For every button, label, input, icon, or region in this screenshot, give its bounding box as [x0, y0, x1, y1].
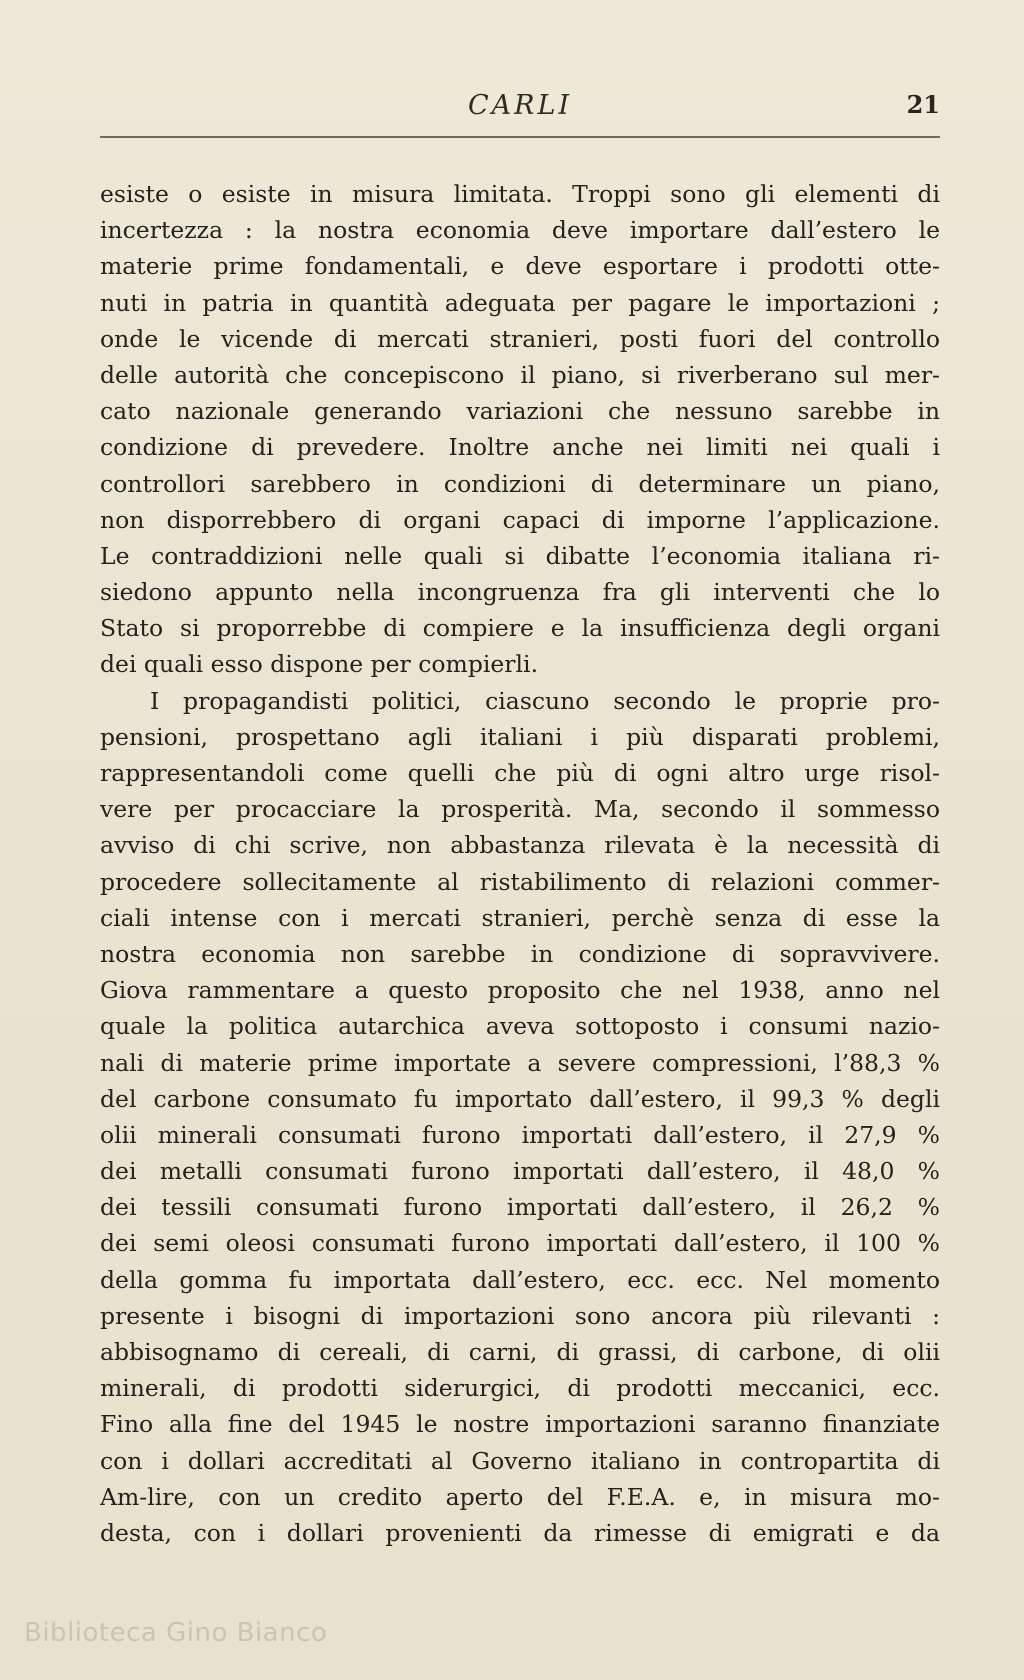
text-line: Fino alla fine del 1945 le nostre importazioni saranno finanziate — [100, 1410, 940, 1439]
text-line: incertezza : la nostra economia deve importare dall’estero le — [100, 216, 940, 245]
text-line: pensioni, prospettano agli italiani i più disparati problemi, — [100, 722, 940, 751]
text-line: Am-lire, con un credito aperto del F.E.A. e, in misura mo- — [100, 1482, 940, 1511]
text-line: dei metalli consumati furono importati dall’estero, il 48,0 % — [100, 1157, 940, 1186]
text-line: materie prime fondamentali, e deve esportare i prodotti otte- — [100, 252, 940, 281]
text-line: ciali intense con i mercati stranieri, perchè senza di esse la — [100, 903, 940, 932]
text-line: non disporrebbero di organi capaci di imporne l’applicazione. — [100, 505, 940, 534]
running-head — [100, 84, 940, 124]
library-watermark: Biblioteca Gino Bianco — [24, 1618, 328, 1648]
text-line: siedono appunto nella incongruenza fra gli interventi che lo — [100, 578, 940, 607]
text-line: I propagandisti politici, ciascuno secondo le proprie pro- — [150, 686, 940, 715]
text-line: cato nazionale generando variazioni che nessuno sarebbe in — [100, 397, 940, 426]
text-line: Giova rammentare a questo proposito che nel 1938, anno nel — [100, 976, 940, 1005]
text-line: avviso di chi scrive, non abbastanza rilevata è la necessità di — [100, 831, 940, 860]
body-text — [100, 176, 940, 1551]
text-line: Le contraddizioni nelle quali si dibatte l’economia italiana ri- — [100, 541, 940, 570]
text-line: dei tessili consumati furono importati dall’estero, il 26,2 % — [100, 1193, 940, 1222]
text-line: Stato si proporrebbe di compiere e la insufficienza degli organi — [100, 614, 940, 643]
text-line: presente i bisogni di importazioni sono ancora più rilevanti : — [100, 1301, 940, 1330]
text-line: desta, con i dollari provenienti da rimesse di emigrati e da — [100, 1518, 940, 1547]
header-rule — [100, 136, 940, 138]
text-line: procedere sollecitamente al ristabilimento di relazioni commer- — [100, 867, 940, 896]
text-line: del carbone consumato fu importato dall’estero, il 99,3 % degli — [100, 1084, 940, 1113]
text-line: nostra economia non sarebbe in condizione di sopravvivere. — [100, 939, 940, 968]
text-line: olii minerali consumati furono importati dall’estero, il 27,9 % — [100, 1120, 940, 1149]
text-line: quale la politica autarchica aveva sottoposto i consumi nazio- — [100, 1012, 940, 1041]
text-line: nuti in patria in quantità adeguata per pagare le importazioni ; — [100, 288, 940, 317]
text-line: esiste o esiste in misura limitata. Troppi sono gli elementi di — [100, 180, 940, 208]
text-line: dei semi oleosi consumati furono importati dall’estero, il 100 % — [100, 1229, 940, 1258]
text-line: condizione di prevedere. Inoltre anche nei limiti nei quali i — [100, 433, 940, 462]
text-line: della gomma fu importata dall’estero, ecc. ecc. Nel momento — [100, 1265, 940, 1294]
text-line: con i dollari accreditati al Governo italiano in contropartita di — [100, 1446, 940, 1475]
running-title: CARLI — [467, 90, 573, 121]
text-line: onde le vicende di mercati stranieri, posti fuori del controllo — [100, 324, 940, 353]
text-line: minerali, di prodotti siderurgici, di prodotti meccanici, ecc. — [100, 1374, 940, 1403]
text-line: abbisognamo di cereali, di carni, di grassi, di carbone, di olii — [100, 1338, 940, 1366]
text-line: delle autorità che concepiscono il piano, si riverberano sul mer- — [100, 360, 940, 389]
text-line: dei quali esso dispone per compierli. — [100, 650, 539, 679]
page-number: 21 — [906, 90, 940, 119]
text-line: rappresentandoli come quelli che più di ogni altro urge risol- — [100, 759, 940, 787]
text-line: controllori sarebbero in condizioni di determinare un piano, — [100, 469, 940, 498]
text-line: nali di materie prime importate a severe compressioni, l’88,3 % — [100, 1048, 940, 1077]
text-line: vere per procacciare la prosperità. Ma, secondo il sommesso — [100, 795, 940, 824]
